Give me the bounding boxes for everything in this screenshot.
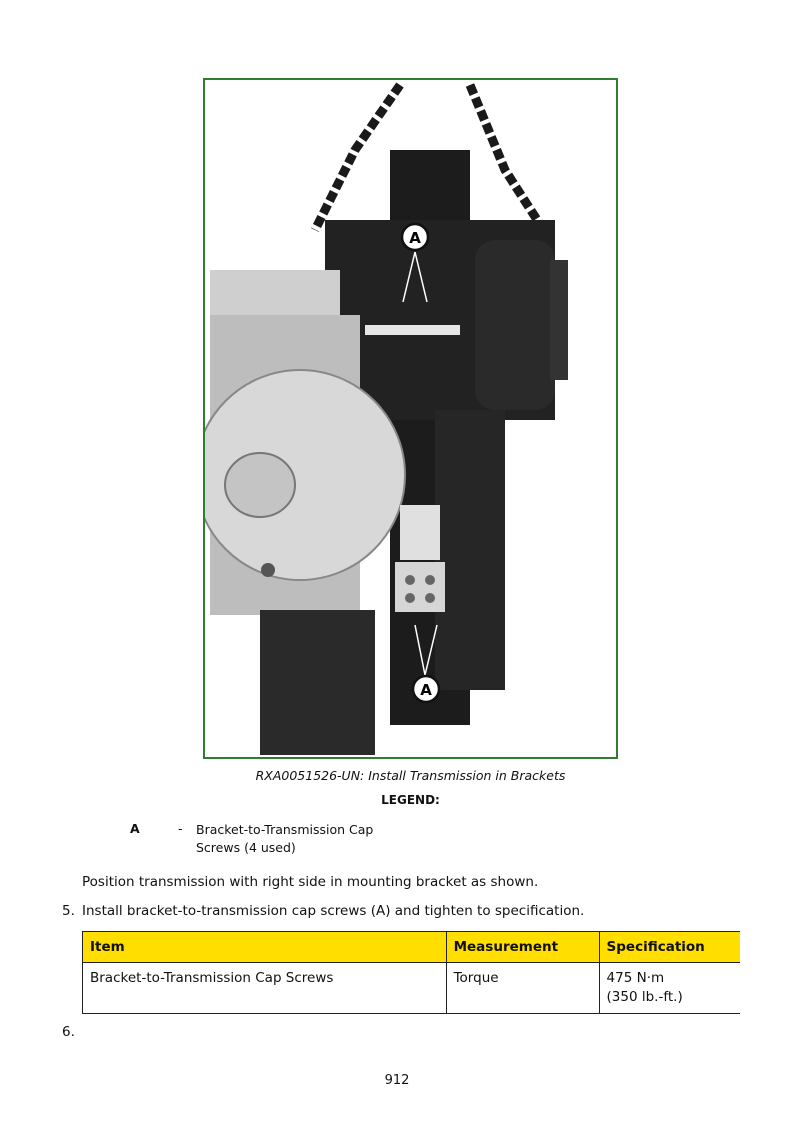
cell-item: Bracket-to-Transmission Cap Screws <box>83 963 447 1014</box>
cell-measurement: Torque <box>446 963 599 1014</box>
table-row <box>83 963 741 1014</box>
header-measurement: Measurement <box>446 932 599 963</box>
callout-a-bottom <box>413 676 439 702</box>
transmission-photo <box>203 78 618 759</box>
header-item: Item <box>83 932 447 963</box>
legend-title: LEGEND: <box>381 793 440 807</box>
cell-specification <box>599 963 740 1014</box>
legend-dash: - <box>178 821 183 836</box>
svg-text:A: A <box>409 229 421 247</box>
step-number: 6. <box>62 1024 75 1040</box>
figure-caption: RXA0051526-UN: Install Transmission in Brackets <box>255 768 566 783</box>
step-text: Install bracket-to-transmission cap screws (A) and tighten to specification. <box>82 903 585 919</box>
step-number: 5. <box>62 903 75 919</box>
spec-line1: 475 N·m <box>606 970 665 986</box>
step-6 <box>62 1024 75 1040</box>
table-header-row <box>83 932 741 963</box>
svg-text:A: A <box>420 681 432 699</box>
page-number: 912 <box>384 1073 410 1088</box>
legend-key: A <box>130 821 140 836</box>
spec-line2: (350 lb.-ft.) <box>606 989 683 1005</box>
spec-table <box>82 931 740 1014</box>
legend-desc-line1: Bracket-to-Transmission Cap <box>196 822 374 837</box>
instruction-paragraph: Position transmission with right side in mounting bracket as shown. <box>82 874 539 890</box>
legend-desc-line2: Screws (4 used) <box>196 840 296 855</box>
header-specification: Specification <box>599 932 740 963</box>
legend-description <box>196 821 396 857</box>
callout-a-top <box>402 224 428 250</box>
